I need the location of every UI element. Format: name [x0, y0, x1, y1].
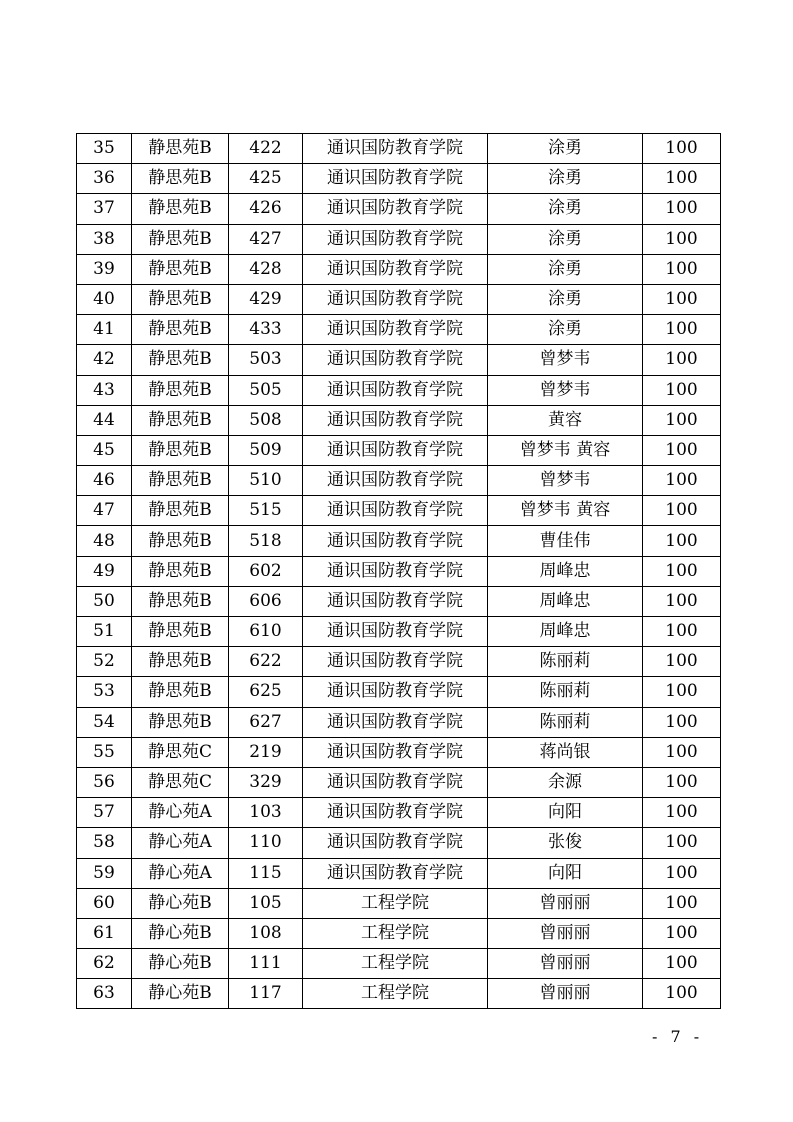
college-cell: 工程学院 [303, 918, 488, 948]
college-cell: 通识国防教育学院 [303, 435, 488, 465]
room-cell: 622 [229, 647, 303, 677]
supervisor-cell: 涂勇 [488, 254, 643, 284]
room-cell: 115 [229, 858, 303, 888]
supervisor-cell: 陈丽莉 [488, 647, 643, 677]
supervisor-cell: 曾梦韦 黄容 [488, 435, 643, 465]
table-row [77, 405, 721, 435]
row-index-cell: 43 [77, 375, 132, 405]
building-cell: 静心苑B [132, 979, 229, 1009]
room-cell: 518 [229, 526, 303, 556]
room-cell: 111 [229, 949, 303, 979]
table-row [77, 496, 721, 526]
supervisor-cell: 曾梦韦 黄容 [488, 496, 643, 526]
table-row [77, 586, 721, 616]
supervisor-cell: 曾丽丽 [488, 918, 643, 948]
room-cell: 329 [229, 767, 303, 797]
college-cell: 通识国防教育学院 [303, 556, 488, 586]
score-cell: 100 [643, 496, 721, 526]
college-cell: 通识国防教育学院 [303, 617, 488, 647]
row-index-cell: 58 [77, 828, 132, 858]
table-row [77, 254, 721, 284]
college-cell: 通识国防教育学院 [303, 254, 488, 284]
row-index-cell: 53 [77, 677, 132, 707]
room-cell: 110 [229, 828, 303, 858]
supervisor-cell: 曾丽丽 [488, 888, 643, 918]
row-index-cell: 42 [77, 345, 132, 375]
college-cell: 工程学院 [303, 979, 488, 1009]
college-cell: 通识国防教育学院 [303, 284, 488, 314]
room-cell: 426 [229, 194, 303, 224]
score-cell: 100 [643, 315, 721, 345]
score-cell: 100 [643, 767, 721, 797]
score-cell: 100 [643, 284, 721, 314]
row-index-cell: 56 [77, 767, 132, 797]
supervisor-cell: 涂勇 [488, 134, 643, 164]
table-row [77, 224, 721, 254]
table-row [77, 526, 721, 556]
row-index-cell: 36 [77, 164, 132, 194]
building-cell: 静思苑B [132, 647, 229, 677]
room-cell: 427 [229, 224, 303, 254]
supervisor-cell: 陈丽莉 [488, 707, 643, 737]
supervisor-cell: 陈丽莉 [488, 677, 643, 707]
row-index-cell: 39 [77, 254, 132, 284]
building-cell: 静心苑B [132, 918, 229, 948]
row-index-cell: 55 [77, 737, 132, 767]
room-cell: 503 [229, 345, 303, 375]
supervisor-cell: 曾丽丽 [488, 979, 643, 1009]
table-row [77, 647, 721, 677]
building-cell: 静思苑B [132, 375, 229, 405]
building-cell: 静心苑B [132, 949, 229, 979]
room-cell: 105 [229, 888, 303, 918]
supervisor-cell: 曾梦韦 [488, 375, 643, 405]
room-cell: 108 [229, 918, 303, 948]
room-cell: 602 [229, 556, 303, 586]
room-cell: 627 [229, 707, 303, 737]
supervisor-cell: 向阳 [488, 798, 643, 828]
table-row [77, 134, 721, 164]
row-index-cell: 57 [77, 798, 132, 828]
score-cell: 100 [643, 918, 721, 948]
score-cell: 100 [643, 617, 721, 647]
room-cell: 610 [229, 617, 303, 647]
college-cell: 通识国防教育学院 [303, 315, 488, 345]
building-cell: 静思苑B [132, 134, 229, 164]
row-index-cell: 40 [77, 284, 132, 314]
building-cell: 静心苑B [132, 888, 229, 918]
table-row [77, 737, 721, 767]
score-cell: 100 [643, 647, 721, 677]
table-row [77, 164, 721, 194]
building-cell: 静心苑A [132, 858, 229, 888]
score-cell: 100 [643, 375, 721, 405]
supervisor-cell: 涂勇 [488, 224, 643, 254]
room-cell: 625 [229, 677, 303, 707]
college-cell: 通识国防教育学院 [303, 405, 488, 435]
college-cell: 通识国防教育学院 [303, 858, 488, 888]
table-row [77, 828, 721, 858]
score-cell: 100 [643, 405, 721, 435]
room-cell: 510 [229, 466, 303, 496]
building-cell: 静思苑B [132, 164, 229, 194]
room-cell: 103 [229, 798, 303, 828]
college-cell: 通识国防教育学院 [303, 134, 488, 164]
row-index-cell: 48 [77, 526, 132, 556]
college-cell: 通识国防教育学院 [303, 647, 488, 677]
row-index-cell: 61 [77, 918, 132, 948]
score-cell: 100 [643, 194, 721, 224]
building-cell: 静心苑A [132, 828, 229, 858]
room-cell: 428 [229, 254, 303, 284]
building-cell: 静思苑B [132, 707, 229, 737]
supervisor-cell: 涂勇 [488, 284, 643, 314]
table-row [77, 858, 721, 888]
college-cell: 通识国防教育学院 [303, 707, 488, 737]
college-cell: 通识国防教育学院 [303, 526, 488, 556]
supervisor-cell: 曾丽丽 [488, 949, 643, 979]
college-cell: 通识国防教育学院 [303, 194, 488, 224]
college-cell: 通识国防教育学院 [303, 828, 488, 858]
building-cell: 静思苑B [132, 466, 229, 496]
building-cell: 静思苑B [132, 345, 229, 375]
table-row [77, 707, 721, 737]
score-cell: 100 [643, 858, 721, 888]
score-cell: 100 [643, 949, 721, 979]
score-cell: 100 [643, 466, 721, 496]
building-cell: 静思苑B [132, 194, 229, 224]
room-cell: 117 [229, 979, 303, 1009]
table-row [77, 466, 721, 496]
table-row [77, 677, 721, 707]
supervisor-cell: 曹佳伟 [488, 526, 643, 556]
row-index-cell: 51 [77, 617, 132, 647]
room-cell: 515 [229, 496, 303, 526]
building-cell: 静思苑B [132, 405, 229, 435]
supervisor-cell: 周峰忠 [488, 556, 643, 586]
table-row [77, 284, 721, 314]
score-cell: 100 [643, 888, 721, 918]
college-cell: 通识国防教育学院 [303, 224, 488, 254]
score-cell: 100 [643, 798, 721, 828]
row-index-cell: 59 [77, 858, 132, 888]
table-row [77, 949, 721, 979]
score-cell: 100 [643, 586, 721, 616]
score-cell: 100 [643, 677, 721, 707]
score-cell: 100 [643, 435, 721, 465]
college-cell: 工程学院 [303, 888, 488, 918]
supervisor-cell: 张俊 [488, 828, 643, 858]
table-row [77, 556, 721, 586]
building-cell: 静思苑B [132, 435, 229, 465]
table-row [77, 888, 721, 918]
building-cell: 静思苑B [132, 617, 229, 647]
score-cell: 100 [643, 828, 721, 858]
college-cell: 通识国防教育学院 [303, 164, 488, 194]
table-row [77, 194, 721, 224]
score-cell: 100 [643, 134, 721, 164]
supervisor-cell: 曾梦韦 [488, 345, 643, 375]
room-cell: 509 [229, 435, 303, 465]
room-cell: 422 [229, 134, 303, 164]
building-cell: 静思苑B [132, 254, 229, 284]
score-table [76, 133, 721, 1009]
table-row [77, 435, 721, 465]
college-cell: 通识国防教育学院 [303, 737, 488, 767]
supervisor-cell: 曾梦韦 [488, 466, 643, 496]
row-index-cell: 37 [77, 194, 132, 224]
row-index-cell: 38 [77, 224, 132, 254]
score-cell: 100 [643, 254, 721, 284]
building-cell: 静思苑B [132, 284, 229, 314]
college-cell: 通识国防教育学院 [303, 466, 488, 496]
building-cell: 静思苑C [132, 737, 229, 767]
room-cell: 219 [229, 737, 303, 767]
college-cell: 通识国防教育学院 [303, 586, 488, 616]
building-cell: 静思苑B [132, 315, 229, 345]
room-cell: 606 [229, 586, 303, 616]
room-cell: 429 [229, 284, 303, 314]
college-cell: 工程学院 [303, 949, 488, 979]
score-cell: 100 [643, 556, 721, 586]
table-row [77, 767, 721, 797]
building-cell: 静思苑B [132, 496, 229, 526]
supervisor-cell: 周峰忠 [488, 586, 643, 616]
row-index-cell: 62 [77, 949, 132, 979]
supervisor-cell: 向阳 [488, 858, 643, 888]
row-index-cell: 63 [77, 979, 132, 1009]
building-cell: 静心苑A [132, 798, 229, 828]
row-index-cell: 47 [77, 496, 132, 526]
row-index-cell: 44 [77, 405, 132, 435]
college-cell: 通识国防教育学院 [303, 345, 488, 375]
room-cell: 505 [229, 375, 303, 405]
table-row [77, 315, 721, 345]
room-cell: 433 [229, 315, 303, 345]
building-cell: 静思苑B [132, 677, 229, 707]
table-row [77, 798, 721, 828]
supervisor-cell: 涂勇 [488, 164, 643, 194]
table-row [77, 345, 721, 375]
row-index-cell: 45 [77, 435, 132, 465]
row-index-cell: 52 [77, 647, 132, 677]
building-cell: 静思苑B [132, 586, 229, 616]
score-cell: 100 [643, 979, 721, 1009]
supervisor-cell: 余源 [488, 767, 643, 797]
score-cell: 100 [643, 526, 721, 556]
row-index-cell: 49 [77, 556, 132, 586]
supervisor-cell: 黄容 [488, 405, 643, 435]
building-cell: 静思苑C [132, 767, 229, 797]
college-cell: 通识国防教育学院 [303, 767, 488, 797]
table-row [77, 979, 721, 1009]
score-cell: 100 [643, 224, 721, 254]
college-cell: 通识国防教育学院 [303, 496, 488, 526]
row-index-cell: 54 [77, 707, 132, 737]
row-index-cell: 46 [77, 466, 132, 496]
supervisor-cell: 蒋尚银 [488, 737, 643, 767]
supervisor-cell: 周峰忠 [488, 617, 643, 647]
score-cell: 100 [643, 707, 721, 737]
score-cell: 100 [643, 164, 721, 194]
table-row [77, 918, 721, 948]
college-cell: 通识国防教育学院 [303, 798, 488, 828]
score-cell: 100 [643, 345, 721, 375]
row-index-cell: 35 [77, 134, 132, 164]
building-cell: 静思苑B [132, 224, 229, 254]
table-row [77, 375, 721, 405]
row-index-cell: 50 [77, 586, 132, 616]
supervisor-cell: 涂勇 [488, 315, 643, 345]
row-index-cell: 41 [77, 315, 132, 345]
room-cell: 508 [229, 405, 303, 435]
table-body [77, 134, 721, 1009]
page-number: - 7 - [652, 1027, 704, 1046]
building-cell: 静思苑B [132, 526, 229, 556]
college-cell: 通识国防教育学院 [303, 677, 488, 707]
room-cell: 425 [229, 164, 303, 194]
supervisor-cell: 涂勇 [488, 194, 643, 224]
college-cell: 通识国防教育学院 [303, 375, 488, 405]
row-index-cell: 60 [77, 888, 132, 918]
score-cell: 100 [643, 737, 721, 767]
table-row [77, 617, 721, 647]
dormitory-score-table [76, 133, 720, 1009]
building-cell: 静思苑B [132, 556, 229, 586]
